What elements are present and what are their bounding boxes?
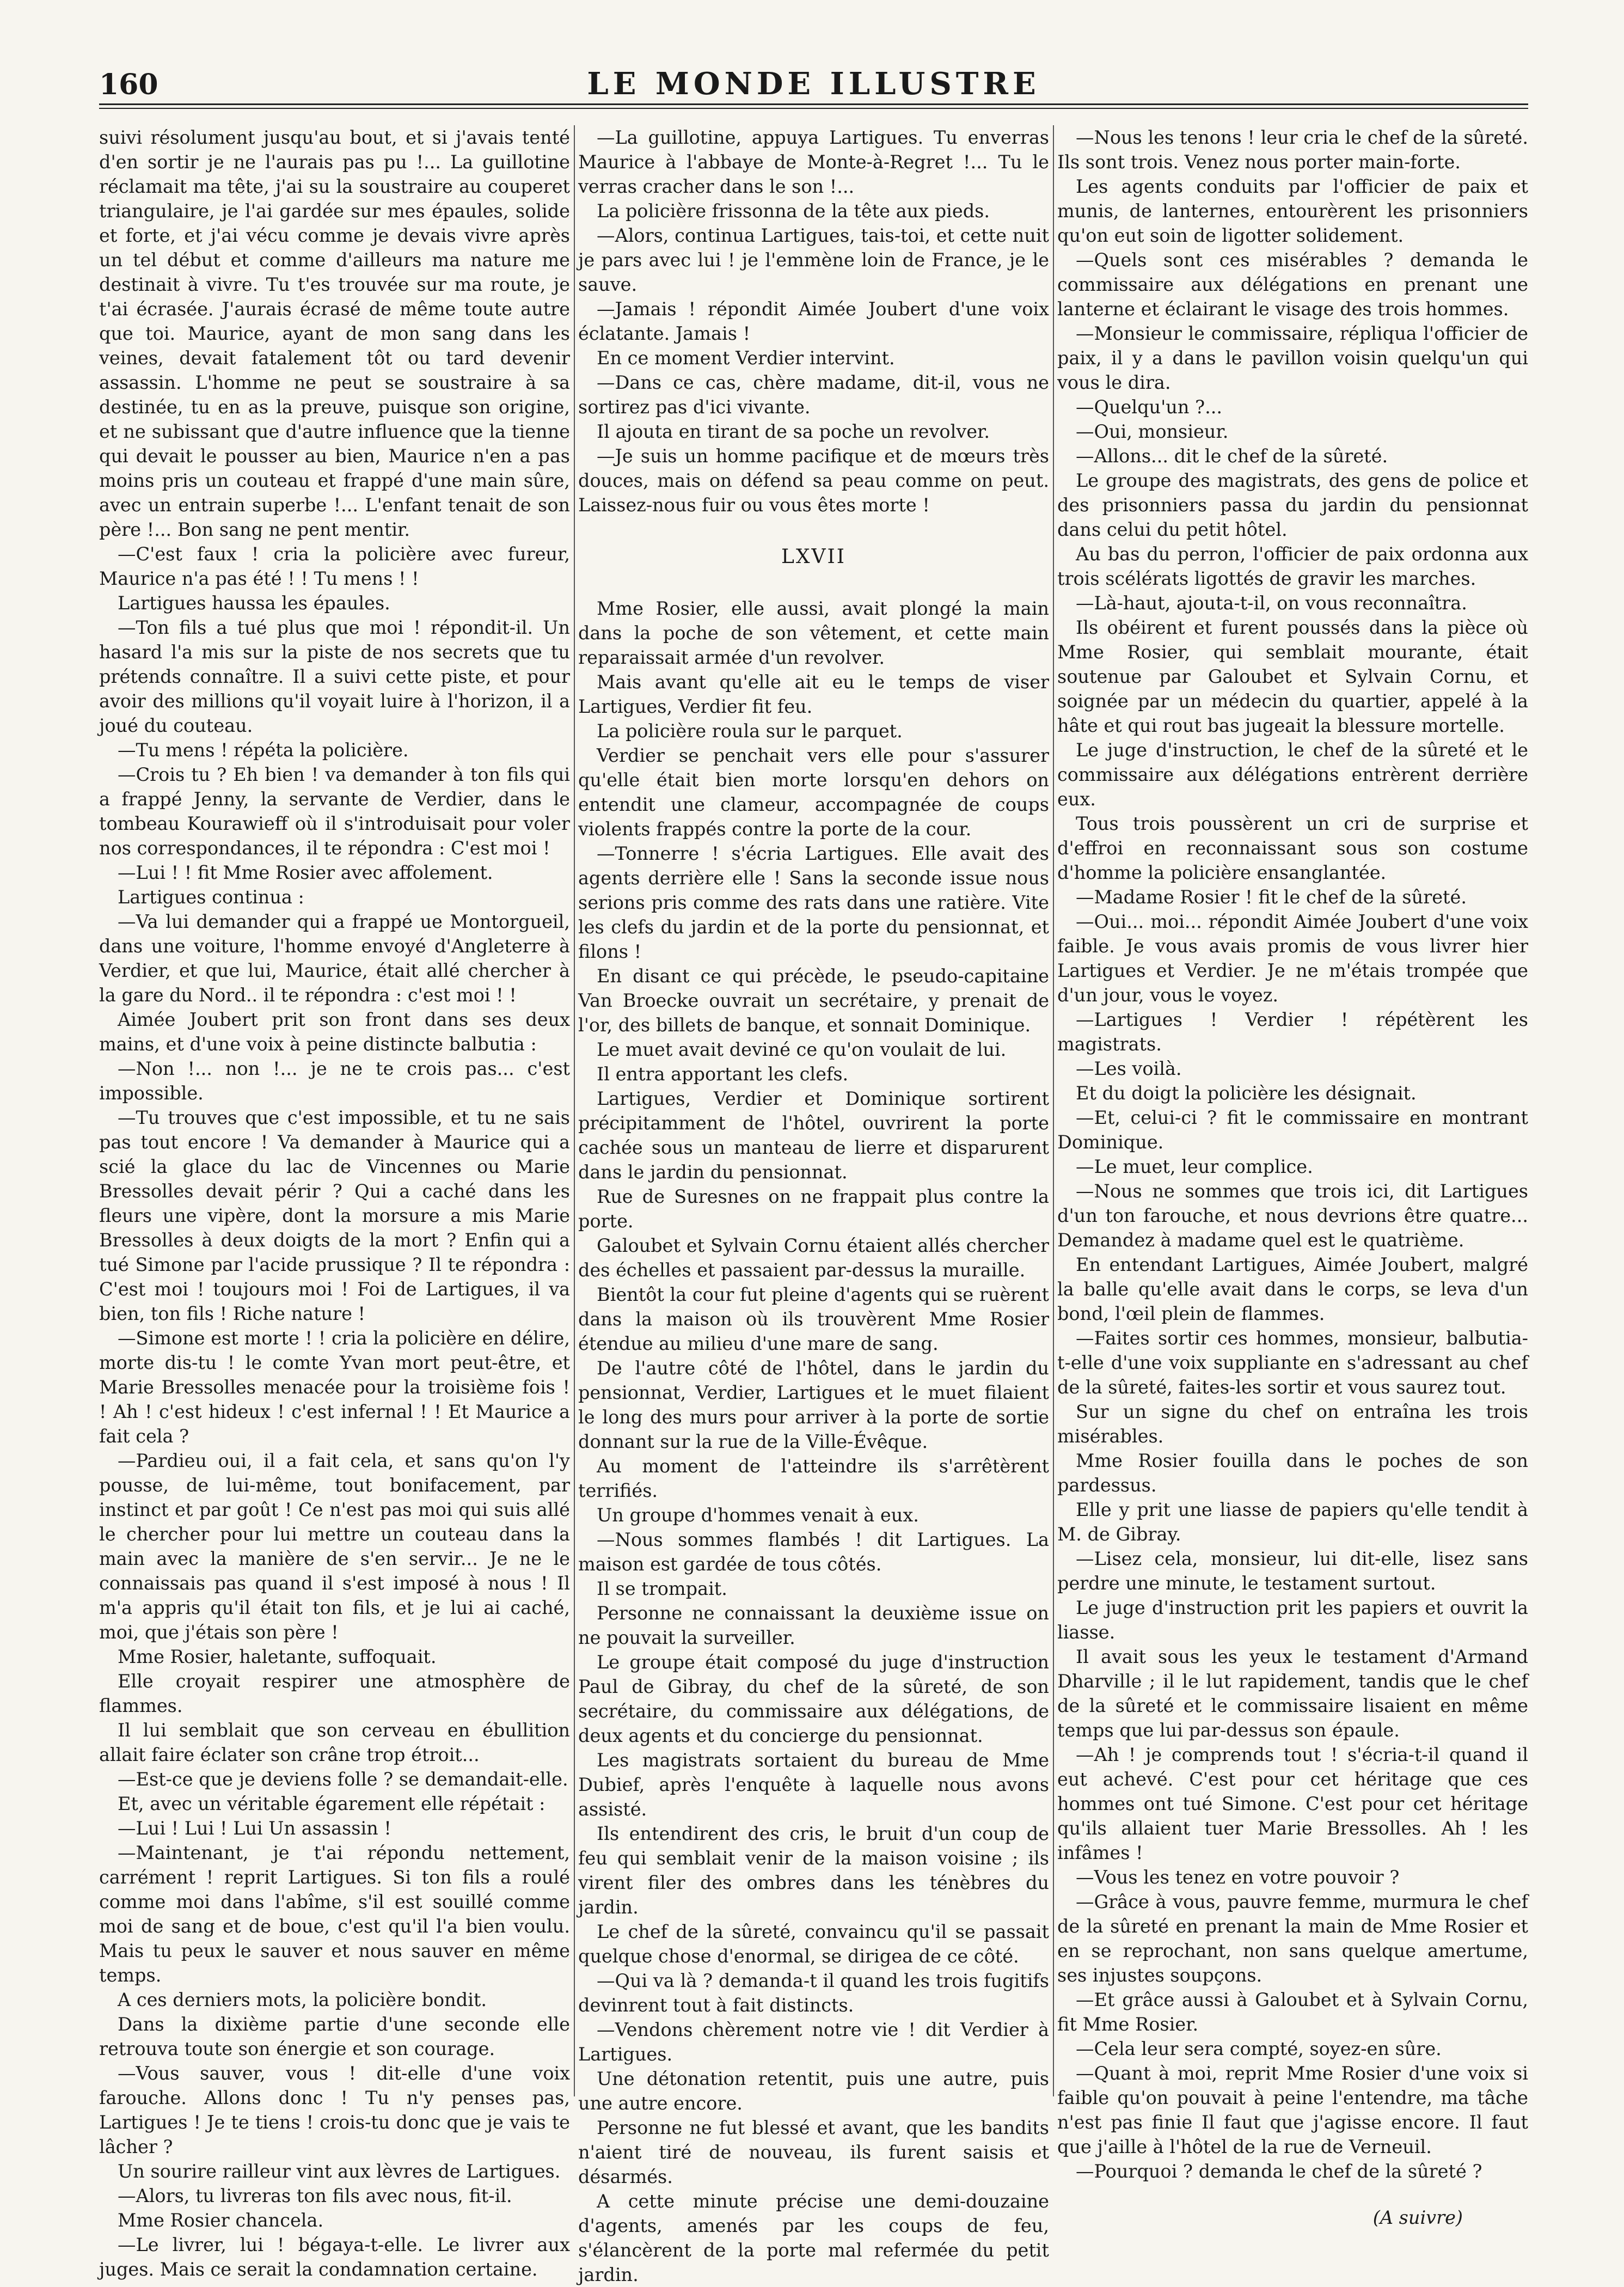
paragraph: Dans la dixième partie d'une seconde elle retrouva toute son énergie et son courage. xyxy=(99,2014,570,2059)
paragraph: Mme Rosier, haletante, suffoquait. xyxy=(118,1646,437,1667)
paragraph: —Pourquoi ? demanda le chef de la sûreté ? xyxy=(1076,2161,1482,2182)
paragraph: —Les voilà. xyxy=(1076,1058,1182,1079)
paragraph: —Et grâce aussi à Galoubet et à Sylvain Cornu, fit Mme Rosier. xyxy=(1057,1989,1528,2035)
paragraph: La policière roula sur le parquet. xyxy=(597,720,903,742)
paragraph: Lartigues continua : xyxy=(118,886,304,908)
paragraph: —Va lui demander qui a frappé ue Montorgueil, dans une voiture, l'homme envoyé d'Angleterre à Verdier, et que lui, Maurice, était allé chercher à la gare du Nord.. il te répondra : c'est moi ! ! xyxy=(99,911,570,1006)
paragraph: —Alors, continua Lartigues, tais-toi, et cette nuit je pars avec lui ! je l'emmène loin de France, je le sauve. xyxy=(578,225,1049,295)
paragraph: Mme Rosier fouilla dans le poches de son pardessus. xyxy=(1057,1450,1528,1496)
paragraph: A cette minute précise une demi-douzaine d'agents, amenés par les coups de feu, s'élancèrent de la porte mal refermée du petit jardin. xyxy=(578,2191,1049,2285)
paragraph: Rue de Suresnes on ne frappait plus contre la porte. xyxy=(578,1186,1049,1232)
paragraph: suivi résolument jusqu'au bout, et si j'avais tenté d'en sortir je ne l'aurais pas pu !... La guillotine réclamait ma tête, j'ai su la soustraire au couperet triangulaire, je l'ai gardée sur mes épaules, solide et forte, et j'ai vécu comme je devais vivre après un tel début et comme d'ailleurs ma nature me destinait à vivre. Tu t'es trouvée sur ma route, je t'ai écrasée. J'aurais écrasé de même toute autre que toi. Maurice, ayant de mon sang dans les veines, devait fatalement tôt ou tard devenir assassin. L'homme ne peut se soustraire à sa destinée, tu en as la preuve, puisque son origine, et ne subissant que d'autre influence que la tienne qui devait le pousser au bien, Maurice n'en a pas moins pris un couteau et frappé d'une main sûre, avec un entrain superbe !... L'enfant tenait de son père !... Bon sang ne pent mentir. xyxy=(99,127,570,540)
paragraph: Il entra apportant les clefs. xyxy=(597,1063,849,1085)
paragraph: Verdier se penchait vers elle pour s'assurer qu'elle était bien morte lorsqu'en dehors on entendit une clameur, accompagnée de coups violents frappés contre la porte de la cour. xyxy=(578,745,1049,840)
paragraph: —Simone est morte ! ! cria la policière en délire, morte dis-tu ! le comte Yvan mort peut-être, et Marie Bressolles menacée pour la troisième fois ! ! Ah ! c'est hideux ! c'est infernal ! ! Et Maurice a fait cela ? xyxy=(99,1328,570,1447)
paragraph: Et du doigt la policière les désignait. xyxy=(1076,1083,1417,1104)
paragraph: —Le livrer, lui ! bégaya-t-elle. Le livrer aux juges. Mais ce serait la condamnation certaine. xyxy=(99,2234,570,2280)
paragraph: Le juge d'instruction, le chef de la sûreté et le commissaire aux délégations entrèrent derrière eux. xyxy=(1057,739,1528,810)
paragraph: —Quels sont ces misérables ? demanda le commissaire aux délégations en prenant une lanterne et éclairant le visage des trois hommes. xyxy=(1057,249,1528,320)
paragraph: —Vendons chèrement notre vie ! dit Verdier à Lartigues. xyxy=(578,2019,1049,2065)
page-number: 160 xyxy=(99,68,158,101)
paragraph: —Dans ce cas, chère madame, dit-il, vous ne sortirez pas d'ici vivante. xyxy=(578,372,1049,418)
paragraph: —Là-haut, ajouta-t-il, on vous reconnaîtra. xyxy=(1076,592,1467,614)
paragraph: —C'est faux ! cria la policière avec fureur, Maurice n'a pas été ! ! Tu mens ! ! xyxy=(99,543,570,589)
paragraph: En disant ce qui précède, le pseudo-capitaine Van Broecke ouvrait un secrétaire, y prenait de l'or, des billets de banque, et sonnait Dominique. xyxy=(578,965,1049,1036)
paragraph: —Jamais ! répondit Aimée Joubert d'une voix éclatante. Jamais ! xyxy=(578,298,1049,344)
paragraph: La policière frissonna de la tête aux pieds. xyxy=(597,200,990,222)
column-divider xyxy=(1053,125,1054,2096)
paragraph: Le juge d'instruction prit les papiers et ouvrit la liasse. xyxy=(1057,1597,1528,1643)
paragraph: —Faites sortir ces hommes, monsieur, balbutia-t-elle d'une voix suppliante en s'adressant au chef de la sûreté, faites-les sortir et vous saurez tout. xyxy=(1057,1328,1528,1398)
paragraph: —Quelqu'un ?... xyxy=(1076,396,1223,418)
paragraph: Elle croyait respirer une atmosphère de flammes. xyxy=(99,1671,570,1716)
column-1 xyxy=(99,125,570,2280)
column-2 xyxy=(578,125,1049,2285)
paragraph: —La guillotine, appuya Lartigues. Tu enverras Maurice à l'abbaye de Monte-à-Regret !... Tu le verras cracher dans le son !... xyxy=(578,127,1049,197)
paragraph: —Vous les tenez en votre pouvoir ? xyxy=(1076,1867,1400,1888)
paragraph: Une détonation retentit, puis une autre, puis une autre encore. xyxy=(578,2068,1049,2114)
paragraph: —Je suis un homme pacifique et de mœurs très douces, mais on défend sa peau comme on peut. Laissez-nous fuir ou vous êtes morte ! xyxy=(578,445,1049,516)
paragraph: —Ah ! je comprends tout ! s'écria-t-il quand il eut achevé. C'est pour cet héritage que ces hommes ont tué Simone. C'est pour cet héritage qu'ils allaient tuer Marie Bressolles. Ah ! les infâmes ! xyxy=(1057,1744,1528,1863)
paragraph: Bientôt la cour fut pleine d'agents qui se ruèrent dans la maison où ils trouvèrent Mme Rosier étendue au milieu d'une mare de sang. xyxy=(578,1284,1049,1354)
to-be-continued: (A suivre) xyxy=(1372,2207,1463,2228)
page-header xyxy=(99,64,1528,108)
paragraph: Le chef de la sûreté, convaincu qu'il se passait quelque chose d'enormal, se dirigea de ce côté. xyxy=(578,1921,1049,1967)
chapter-heading: LXVII xyxy=(781,546,846,568)
paragraph: —Pardieu oui, il a fait cela, et sans qu'on l'y pousse, de lui-même, tout bonifacement, par instinct et par goût ! Ce n'est pas moi qui suis allé le chercher pour lui mettre un couteau dans la main avec la manière de s'en servir... Je ne le connaissais pas quand il s'est imposé à nous ! Il m'a appris qu'il était ton fils, et je lui ai caché, moi, que j'étais son père ! xyxy=(99,1450,570,1643)
paragraph: Mme Rosier chancela. xyxy=(118,2210,324,2231)
paragraph: —Maintenant, je t'ai répondu nettement, carrément ! reprit Lartigues. Si ton fils a roulé comme moi dans l'abîme, s'il est souillé comme moi de sang et de boue, c'est qu'il l'a bien voulu. Mais tu peux le sauver et nous sauver en même temps. xyxy=(99,1842,570,1986)
column-divider xyxy=(574,125,575,2096)
paragraph: Au bas du perron, l'officier de paix ordonna aux trois scélérats ligottés de gravir les marches. xyxy=(1057,543,1528,589)
paragraph: —Madame Rosier ! fit le chef de la sûreté. xyxy=(1076,886,1467,908)
paragraph: —Non !... non !... je ne te crois pas... c'est impossible. xyxy=(99,1058,570,1104)
paragraph: —Oui... moi... répondit Aimée Joubert d'une voix faible. Je vous avais promis de vous livrer hier Lartigues et Verdier. Je ne m'étais trompée que d'un jour, vous le voyez. xyxy=(1057,911,1528,1006)
paragraph: Tous trois poussèrent un cri de surprise et d'effroi en reconnaissant sous son costume d'homme la policière ensanglantée. xyxy=(1057,813,1528,883)
paragraph: —Nous les tenons ! leur cria le chef de la sûreté. Ils sont trois. Venez nous porter main-forte. xyxy=(1057,127,1528,173)
paragraph: —Le muet, leur complice. xyxy=(1076,1156,1313,1177)
paragraph: —Vous sauver, vous ! dit-elle d'une voix farouche. Allons donc ! Tu n'y penses pas, Lartigues ! Je te tiens ! crois-tu donc que je vais te lâcher ? xyxy=(99,2063,570,2157)
paragraph: —Tu mens ! répéta la policière. xyxy=(118,739,409,761)
paragraph: Il avait sous les yeux le testament d'Armand Dharville ; il le lut rapidement, tandis que le chef de la sûreté et le commissaire lisaient en même temps que lui par-dessus son épaule. xyxy=(1057,1646,1528,1741)
paragraph: Le groupe des magistrats, des gens de police et des prisonniers passa du jardin du pensionnat dans celui du petit hôtel. xyxy=(1057,470,1528,540)
paragraph: —Alors, tu livreras ton fils avec nous, fit-il. xyxy=(118,2185,512,2206)
header-rule xyxy=(99,103,1528,105)
paragraph: —Lui ! ! fit Mme Rosier avec affolement. xyxy=(118,862,493,883)
paragraph: Mme Rosier, elle aussi, avait plongé la main dans la poche de son vêtement, et cette main reparaissait armée d'un revolver. xyxy=(578,598,1049,668)
paragraph: En ce moment Verdier intervint. xyxy=(597,347,895,369)
paragraph: —Nous sommes flambés ! dit Lartigues. La maison est gardée de tous côtés. xyxy=(578,1529,1049,1575)
paragraph: Personne ne connaissant la deuxième issue on ne pouvait la surveiller. xyxy=(578,1603,1049,1648)
paragraph: Les magistrats sortaient du bureau de Mme Dubief, après l'enquête à laquelle nous avons assisté. xyxy=(578,1750,1049,1820)
paragraph: Ils entendirent des cris, le bruit d'un coup de feu qui semblait venir de la maison voisine ; ils virent filer des ombres dans les ténèbres du jardin. xyxy=(578,1823,1049,1918)
paragraph: —Tonnerre ! s'écria Lartigues. Elle avait des agents derrière elle ! Sans la seconde issue nous serions pris comme des rats dans une ratière. Vite les clefs du jardin et de la porte du pensionnat, et filons ! xyxy=(578,843,1049,962)
paragraph: —Lisez cela, monsieur, lui dit-elle, lisez sans perdre une minute, le testament surtout. xyxy=(1057,1548,1528,1594)
paragraph: Un sourire railleur vint aux lèvres de Lartigues. xyxy=(118,2161,561,2182)
paragraph: Aimée Joubert prit son front dans ses deux mains, et d'une voix à peine distincte balbutia : xyxy=(99,1009,570,1055)
paragraph: Galoubet et Sylvain Cornu étaient allés chercher des échelles et passaient par-dessus la muraille. xyxy=(578,1235,1049,1281)
paragraph: —Cela leur sera compté, soyez-en sûre. xyxy=(1076,2038,1442,2059)
paragraph: Elle y prit une liasse de papiers qu'elle tendit à M. de Gibray. xyxy=(1057,1499,1528,1545)
paragraph: Lartigues haussa les épaules. xyxy=(118,592,390,614)
paragraph: —Qui va là ? demanda-t il quand les trois fugitifs devinrent tout à fait distincts. xyxy=(578,1970,1049,2016)
paragraph: —Lartigues ! Verdier ! répétèrent les magistrats. xyxy=(1057,1009,1528,1055)
paragraph: —Crois tu ? Eh bien ! va demander à ton fils qui a frappé Jenny, la servante de Verdier, dans le tombeau Kourawieff où il s'introduisait pour voler nos correspondances, il te répondra : C'est moi ! xyxy=(99,764,570,859)
paragraph: Le muet avait deviné ce qu'on voulait de lui. xyxy=(597,1039,1007,1060)
header-rule-thin xyxy=(99,108,1528,109)
paragraph: De l'autre côté de l'hôtel, dans le jardin du pensionnat, Verdier, Lartigues et le muet filaient le long des murs pour arriver à la porte de sortie donnant sur la rue de la Ville-Évêque. xyxy=(578,1357,1049,1452)
paragraph: —Tu trouves que c'est impossible, et tu ne sais pas tout encore ! Va demander à Maurice qui a scié la glace du lac de Vincennes ou Marie Bressolles devait périr ? Qui a caché dans les fleurs une vipère, dont la morsure a mis Marie Bressolles à deux doigts de la mort ? Enfin qui a tué Simone par l'acide prussique ? Il te répondra : C'est moi ! toujours moi ! Foi de Lartigues, il va bien, ton fils ! Riche nature ! xyxy=(99,1107,570,1324)
paragraph: —Grâce à vous, pauvre femme, murmura le chef de la sûreté en prenant la main de Mme Rosier et en se reprochant, non sans quelque amertume, ses injustes soupçons. xyxy=(1057,1891,1528,1986)
paragraph: Ils obéirent et furent poussés dans la pièce où Mme Rosier, qui semblait mourante, était soutenue par Galoubet et Sylvain Cornu, et soignée par un médecin du quartier, appelé à la hâte et qui rout bas jugeait la blessure mortelle. xyxy=(1057,617,1528,736)
paragraph: Un groupe d'hommes venait à eux. xyxy=(597,1505,919,1526)
paragraph: —Quant à moi, reprit Mme Rosier d'une voix si faible qu'on pouvait à peine l'entendre, ma tâche n'est pas finie Il faut que j'agisse encore. Il faut que j'aille à l'hôtel de la rue de Verneuil. xyxy=(1057,2063,1528,2157)
paragraph: Et, avec un véritable égarement elle répétait : xyxy=(118,1793,546,1814)
paragraph: Il lui semblait que son cerveau en ébullition allait faire éclater son crâne trop étroit... xyxy=(99,1720,570,1765)
paragraph: Au moment de l'atteindre ils s'arrêtèrent terrifiés. xyxy=(578,1456,1049,1501)
paragraph: —Oui, monsieur. xyxy=(1076,421,1229,442)
paragraph: —Est-ce que je deviens folle ? se demandait-elle. xyxy=(118,1769,568,1790)
newspaper-title: LE MONDE ILLUSTRE xyxy=(587,66,1040,102)
paragraph: Sur un signe du chef on entraîna les trois misérables. xyxy=(1057,1401,1528,1447)
paragraph: Lartigues, Verdier et Dominique sortirent précipitamment de l'hôtel, ouvrirent la porte cachée sous un manteau de lierre et disparurent dans le jardin du pensionnat. xyxy=(578,1088,1049,1183)
paragraph: —Allons... dit le chef de la sûreté. xyxy=(1076,445,1388,467)
paragraph: Personne ne fut blessé et avant, que les bandits n'aient tiré de nouveau, ils furent saisis et désarmés. xyxy=(578,2117,1049,2187)
paragraph: Il ajouta en tirant de sa poche un revolver. xyxy=(597,421,990,442)
paragraph: Le groupe était composé du juge d'instruction Paul de Gibray, du chef de la sûreté, de son secrétaire, du commissaire aux délégations, de deux agents et du concierge du pensionnat. xyxy=(578,1652,1049,1746)
column-3 xyxy=(1057,125,1528,2228)
paragraph: —Lui ! Lui ! Lui Un assassin ! xyxy=(118,1818,391,1839)
paragraph: En entendant Lartigues, Aimée Joubert, malgré la balle qu'elle avait dans le corps, se leva d'un bond, l'œil plein de flammes. xyxy=(1057,1254,1528,1324)
paragraph: —Et, celui-ci ? fit le commissaire en montrant Dominique. xyxy=(1057,1107,1528,1153)
paragraph: Les agents conduits par l'officier de paix et munis, de lanternes, entourèrent les prisonniers qu'on eut soin de ligotter solidement. xyxy=(1057,176,1528,246)
paragraph: —Monsieur le commissaire, répliqua l'officier de paix, il y a dans le pavillon voisin quelqu'un qui vous le dira. xyxy=(1057,323,1528,393)
paragraph: A ces derniers mots, la policière bondit. xyxy=(118,1989,487,2010)
paragraph: —Nous ne sommes que trois ici, dit Lartigues d'un ton farouche, et nous devrions être quatre... Demandez à madame quel est le quatrième. xyxy=(1057,1181,1528,1251)
paragraph: Mais avant qu'elle ait eu le temps de viser Lartigues, Verdier fit feu. xyxy=(578,671,1049,717)
paragraph: —Ton fils a tué plus que moi ! répondit-il. Un hasard l'a mis sur la piste de nos secrets que tu prétends connaître. Il a suivi cette piste, et pour avoir des millions qu'il voyait luire à l'horizon, il a joué du couteau. xyxy=(99,617,570,736)
paragraph: Il se trompait. xyxy=(597,1578,727,1599)
